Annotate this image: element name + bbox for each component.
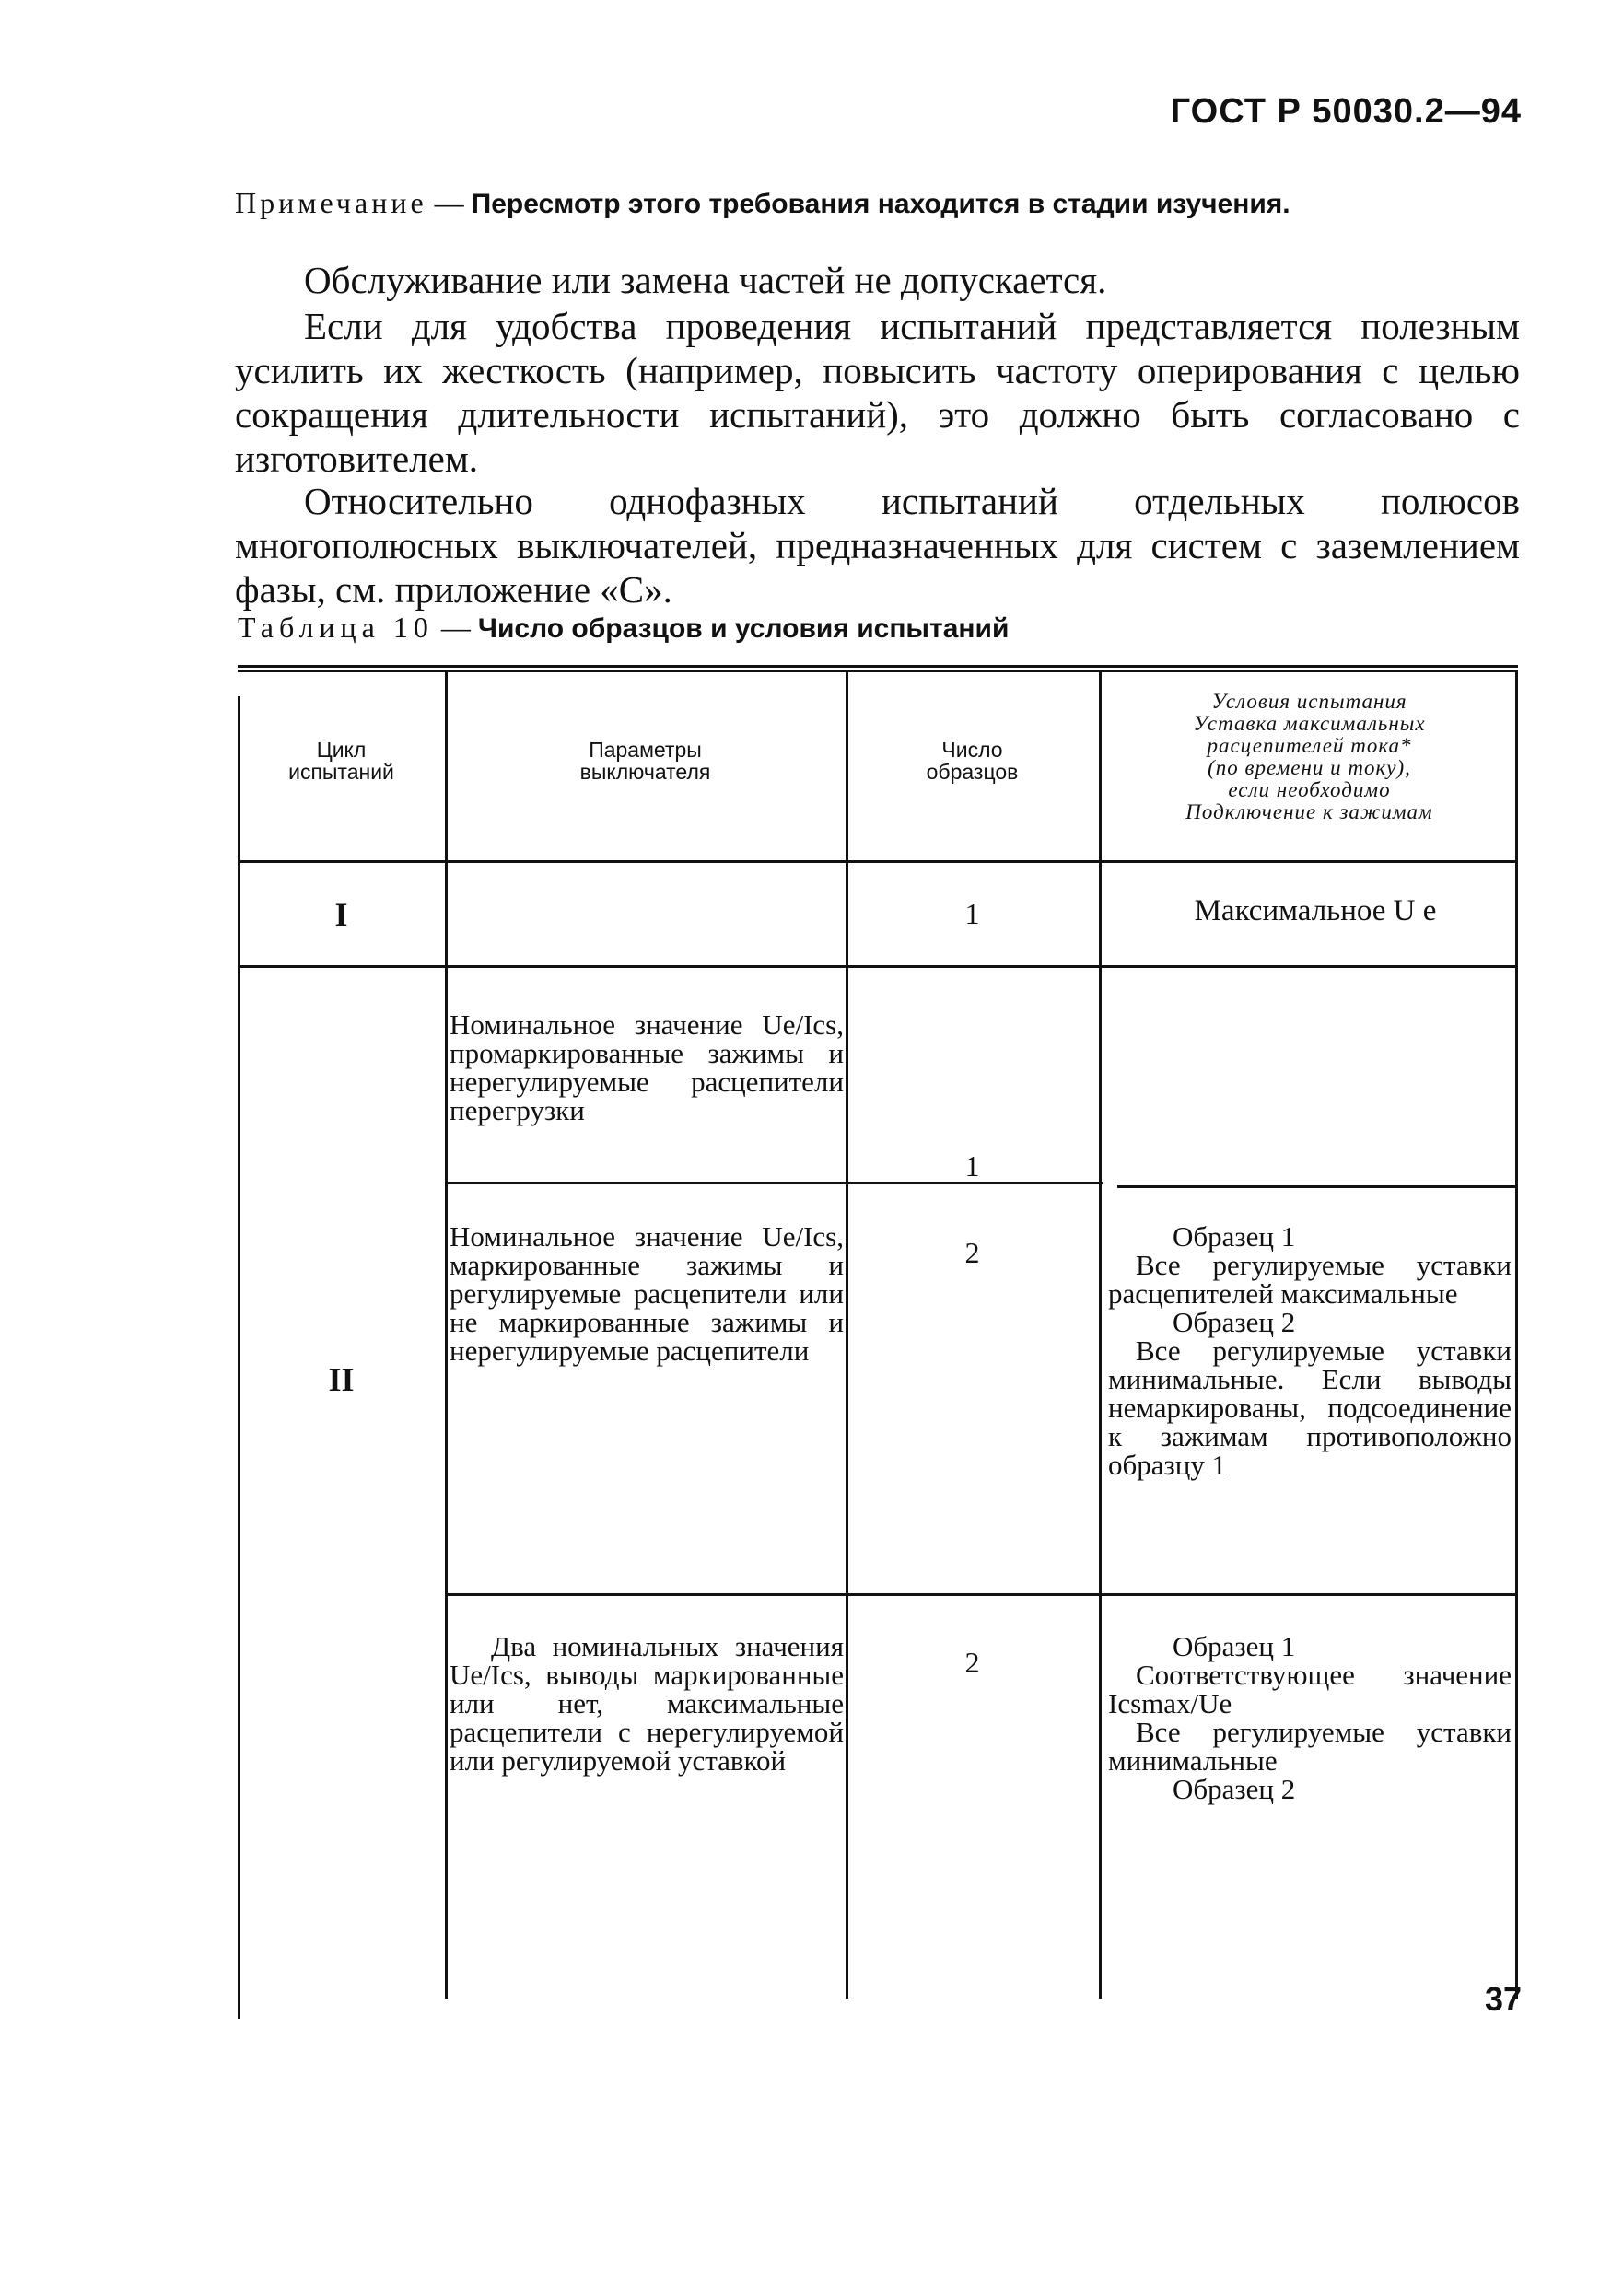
row-II-sub2-count: 2 — [964, 1236, 980, 1269]
sample-1-text: Соответствующее значение Icsmax/Ue — [1108, 1659, 1512, 1719]
header-cycle: Цикл испытаний — [288, 738, 394, 784]
table-top-rule-2 — [238, 670, 1518, 672]
row-I-count: 1 — [964, 897, 980, 930]
sample-1-label: Образец 1 — [1173, 1630, 1296, 1662]
row-II-sub1-params: Номинальное значение Ue/Ics, промаркированные зажимы и нерегулируемые расцепители перегрузки — [450, 1008, 844, 1126]
table-caption-title: Число образцов и условия испытаний — [477, 613, 1010, 644]
row-II-sub3-condition — [1108, 1632, 1512, 1803]
header-params: Параметры выключателя — [579, 738, 711, 784]
row-II-sub3-count: 2 — [964, 1646, 980, 1679]
sample-1-label: Образец 1 — [1173, 1220, 1296, 1253]
sample-2-text: Все регулируемые уставки минимальные. Если выводы немаркированы, подсоединение к зажимам противоположно образцу 1 — [1108, 1334, 1512, 1481]
header-count: Число образцов — [926, 738, 1019, 784]
note — [235, 182, 1520, 225]
row-I-condition: Максимальное U e — [1194, 894, 1437, 927]
row-I-cycle: I — [334, 896, 348, 933]
row-II-sub2-rule — [445, 1593, 1518, 1596]
table-caption-dash: — — [433, 611, 478, 644]
note-dash: — — [426, 186, 472, 219]
row-II-sub1-rule-right — [1117, 1185, 1518, 1188]
row-I-bottom-rule — [238, 965, 1518, 968]
row-II-sub2-condition — [1108, 1222, 1512, 1479]
row-II-cycle: II — [328, 1361, 355, 1398]
paragraph-3: Относительно однофазных испытаний отдельных полюсов многополюсных выключателей, предназначенных для систем с заземлением фазы, см. приложение «С». — [235, 480, 1520, 611]
row-II-sub1-count: 1 — [964, 1149, 980, 1183]
col-rule-2 — [846, 672, 848, 1999]
note-label: Примечание — [235, 186, 427, 219]
document-number: ГОСТ Р 50030.2—94 — [1170, 92, 1522, 131]
page-number: 37 — [1484, 1980, 1522, 2018]
col-rule-1 — [445, 672, 448, 1999]
note-text: Пересмотр этого требования находится в стадии изучения. — [471, 189, 1290, 219]
table-right-rule — [1515, 672, 1518, 1999]
table-caption — [238, 611, 1009, 645]
table-top-rule — [238, 665, 1518, 668]
row-II-sub2-params: Номинальное значение Ue/Ics, маркированные зажимы и регулируемые расцепители или не маркированные зажимы и нерегулируемые расцепители — [450, 1220, 844, 1367]
sample-2-label: Образец 2 — [1173, 1773, 1296, 1805]
paragraph-2: Если для удобства проведения испытаний представляется полезным усилить их жесткость (например, повысить частоту оперирования с целью сокращения длительности испытаний), это должно быть согласовано с изготовителем. — [235, 305, 1520, 480]
table-caption-label: Таблица 10 — [238, 611, 434, 644]
row-II-sub3-params: Два номинальных значения Ue/Ics, выводы маркированные или нет, максимальные расцепители с нерегулируемой или регулируемой уставкой — [450, 1630, 844, 1777]
sample-1-text: Все регулируемые уставки расцепителей максимальные — [1108, 1249, 1512, 1310]
header-conditions: Условия испытания Уставка максимальных расцепителей тока* (по времени и току), если необходимо Подключение к зажимам — [1185, 690, 1433, 823]
sample-2-label: Образец 2 — [1173, 1306, 1296, 1338]
sample-1-settings: Все регулируемые уставки минимальные — [1108, 1716, 1512, 1777]
header-bottom-rule — [238, 860, 1518, 863]
col-rule-3 — [1099, 672, 1102, 1999]
test-table — [238, 665, 1518, 2019]
paragraph-1: Обслуживание или замена частей не допускается. — [304, 259, 1107, 301]
